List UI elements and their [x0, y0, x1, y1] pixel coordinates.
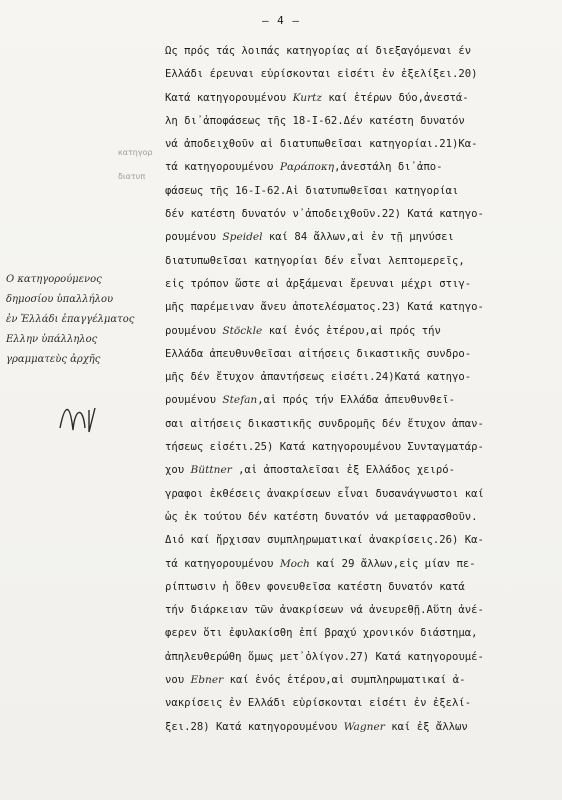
text-line: [165, 343, 550, 366]
bleed-through-text: κατηγορ: [118, 148, 153, 157]
text-line: [165, 156, 550, 179]
text-line: [165, 413, 550, 436]
margin-note-line: Ο κατηγορούμενος: [6, 274, 102, 285]
typed-text: χου: [165, 464, 191, 477]
typed-text: νά ἀποδειχθοῦν αἱ διατυπωθεῖσαι κατηγορίαι.21)Κα-: [165, 138, 478, 151]
page-number: — 4 —: [261, 14, 301, 27]
handwritten-margin-notes: [6, 270, 156, 370]
typed-text: τήν διάρκειαν τῶν ἀνακρίσεων νά ἀνευρεθῇ.Αὕτη ἀνέ-: [165, 604, 484, 617]
text-line: [165, 553, 550, 576]
bleed-through-text: διατυπ: [118, 172, 146, 181]
typed-text: τά κατηγορουμένου: [165, 557, 280, 570]
handwritten-name: Büttner: [190, 464, 232, 477]
text-line: [165, 273, 550, 296]
handwritten-name: Moch: [279, 557, 310, 570]
text-line: [165, 599, 550, 622]
text-line: [165, 320, 550, 343]
typed-text: νου: [165, 674, 191, 687]
text-line: [165, 180, 550, 203]
text-line: [165, 669, 550, 692]
typed-text: καί ἐξ ἄλλων: [384, 720, 468, 733]
text-line: [165, 250, 550, 273]
handwritten-name: Ραράποκη: [279, 161, 335, 174]
text-line: [165, 40, 550, 63]
text-line: [165, 133, 550, 156]
text-line: [165, 506, 550, 529]
typed-text: καί ἑνός ἑτέρου,αἱ συμπληρωματικαί ἀ-: [223, 674, 466, 687]
typed-body-text: [165, 40, 550, 739]
text-line: [165, 389, 550, 412]
typed-text: ,αἱ πρός τήν Ελλάδα ἀπευθυνθεῖ-: [257, 394, 455, 407]
handwritten-name: Wagner: [343, 720, 385, 733]
text-line: [165, 87, 550, 110]
text-line: [165, 436, 550, 459]
text-line: [165, 716, 550, 739]
text-line: [165, 459, 550, 482]
typed-text: τά κατηγορουμένου: [165, 161, 280, 174]
text-line: [165, 296, 550, 319]
typed-text: Ελλάδα ἀπευθυνθεῖσαι αἰτήσεις δικαστικῆς συνδρο-: [165, 347, 472, 360]
text-line: [165, 63, 550, 86]
typed-text: καί 29 ἄλλων,εἰς μίαν πε-: [309, 557, 476, 570]
typed-text: ,ἀνεστάλη δι᾽ἀπο-: [334, 161, 443, 174]
typed-text: Ως πρός τάς λοιπάς κατηγορίας αί διεξαγόμεναι έν: [165, 45, 472, 57]
typed-text: σαι αἰτήσεις δικαστικῆς συνδρομῆς δέν ἔτυχον ἀπαν-: [165, 417, 484, 430]
text-line: [165, 646, 550, 669]
text-line: [165, 203, 550, 226]
text-line: [165, 483, 550, 506]
handwritten-name: Speidel: [222, 231, 263, 244]
typed-text: φερεν ὅτι ἐφυλακίσθη ἐπί βραχύ χρονικόν διάστημα,: [165, 627, 478, 640]
text-line: [165, 576, 550, 599]
typed-text: ξει.28) Κατά κατηγορουμένου: [165, 720, 344, 733]
typed-text: νακρίσεις ἐν Ελλάδι εὑρίσκονται εἰσέτι ἐν ἐξελί-: [165, 697, 472, 710]
typed-text: ,αἱ ἀποσταλεῖσαι ἐξ Ελλάδος χειρό-: [231, 464, 456, 477]
typed-text: Ελλάδι έρευναι εὑρίσκονται εἰσέτι ἐν ἐξελίξει.20): [165, 68, 478, 81]
typed-text: εἰς τρόπον ὥστε αἱ ἀρξάμεναι ἔρευναι μέχρι στιγ-: [165, 277, 472, 290]
handwritten-initials: [55, 398, 115, 438]
text-line: [165, 529, 550, 552]
typed-text: δέν κατέστη δυνατόν ν᾽ἀποδειχθοῦν.22) Κατά κατηγο-: [165, 208, 484, 221]
margin-note-line: δημοσίου ὑπαλλήλου: [6, 294, 114, 305]
typed-text: ρουμένου: [165, 324, 223, 337]
typed-text: καί ἑτέρων δύο,ἀνεστά-: [321, 91, 469, 104]
typed-text: ὡς ἐκ τούτου δέν κατέστη δυνατόν νά μεταφρασθοῦν.: [165, 510, 478, 523]
text-line: [165, 366, 550, 389]
handwritten-name: Kurtz: [292, 91, 322, 104]
typed-text: καί 84 ἄλλων,αἱ ἐν τῇ μηνύσει: [262, 231, 454, 244]
handwritten-name: Stefan: [222, 394, 258, 407]
typed-text: λη δι᾽ἀποφάσεως τῆς 18-I-62.Δέν κατέστη δυνατόν: [165, 114, 465, 127]
typed-text: μῆς παρέμειναν ἄνευ ἀποτελέσματος.23) Κατά κατηγο-: [165, 301, 484, 314]
text-line: [165, 622, 550, 645]
margin-note-line: ἐν Ἑλλάδι ἐπαγγέλματος: [6, 314, 135, 325]
typed-text: μῆς δέν ἔτυχον ἀπαντήσεως εἰσέτι.24)Κατά κατηγο-: [165, 371, 472, 384]
typed-text: φάσεως τῆς 16-I-62.Αἱ διατυπωθεῖσαι κατηγορίαι: [165, 184, 459, 197]
handwritten-name: Stöckle: [222, 324, 263, 337]
typed-text: Κατά κατηγορουμένου: [165, 91, 293, 104]
typed-text: ρίπτωσιν ἡ ὅθεν φονευθεῖσα κατέστη δυνατόν κατά: [165, 580, 465, 593]
handwritten-name: Ebner: [190, 674, 224, 687]
text-line: [165, 110, 550, 133]
typed-text: ρουμένου: [165, 231, 223, 244]
typed-text: ρουμένου: [165, 394, 223, 407]
margin-note-line: Ελλην ὑπάλληλος: [6, 334, 98, 345]
typed-text: Διό καί ἤρχισαν συμπληρωματικαί ἀνακρίσεις.26) Κα-: [165, 534, 484, 547]
margin-note-line: γραμματεὺς ἀρχῆς: [6, 354, 101, 365]
typed-text: τήσεως εἰσέτι.25) Κατά κατηγορουμένου Συνταγματάρ-: [165, 441, 484, 454]
typed-text: διατυπωθεῖσαι κατηγορίαι δέν εἶναι λεπτομερεῖς,: [165, 254, 465, 267]
typed-text: ἀπηλευθερώθη ὅμως μετ᾽ὀλίγον.27) Κατά κατηγορουμέ-: [165, 650, 484, 663]
text-line: [165, 692, 550, 715]
typed-text: γραφοι ἐκθέσεις ἀνακρίσεων εἶναι δυσανάγνωστοι καί: [165, 487, 484, 500]
typed-text: καί ἑνός ἑτέρου,αἱ πρός τήν: [262, 324, 441, 337]
text-line: [165, 226, 550, 249]
